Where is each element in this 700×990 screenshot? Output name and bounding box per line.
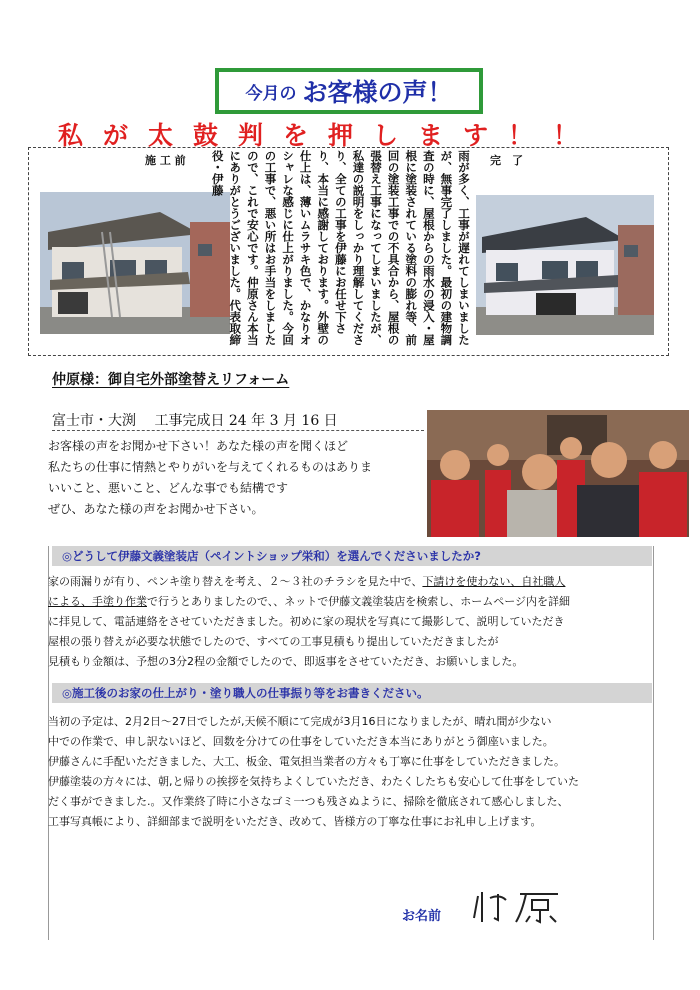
intro-line: いいこと、悪いこと、どんな事でも結構です [48, 481, 289, 495]
q1-line: 見積もり金額は、予想の3分2程の金額でしたので、即返事をさせていただき、お願いしました。 [48, 655, 524, 668]
q1-line: に拝見して、電話連絡をさせていただきました。初めに家の現状を写真にて撮影して、説明していただき [48, 615, 565, 628]
q1-line2-underline: による、手塗り作業 [48, 595, 147, 608]
divider [52, 430, 424, 431]
catchphrase: 私が太鼓判を押します！！ [58, 121, 599, 150]
signature-label: お名前 [402, 909, 442, 924]
after-label: 完 了 [490, 154, 523, 167]
handwritten-signature [470, 888, 570, 928]
q1-line: 屋根の張り替えが必要な状態でしたので、すべての工事見積もり提出していただきましたが [48, 635, 499, 648]
q2-line: 工事写真帳により、詳細部まで説明をいただき、改めて、皆様方の丁寧な仕事にお礼申し上げます。 [48, 815, 542, 828]
location-date: 富士市・大渕 工事完成日 24 年 3 月 16 日 [52, 413, 338, 429]
q2-line: 伊藤塗装の方々には、朝,と帰りの挨拶を気持ちよくしていただき、わたくしたちも安心して仕事をしていた [48, 775, 580, 788]
q1-line2-post: で行うとありましたので、、ネットで伊藤文義塗装店を検索し、ホームページ内を詳細 [147, 595, 571, 608]
staff-group-photo [427, 410, 689, 537]
q1-line1-underline: 下請けを使わない、自社職人 [422, 575, 566, 588]
q2-line: 当初の予定は、2月2日～27日でしたが,天候不順にて完成が3月16日になりましたが、晴れ間が少ない [48, 715, 552, 728]
intro-line: ぜひ、あなた様の声をお聞かせ下さい。 [48, 502, 264, 516]
project-name: 仲原様：御自宅外部塗替えリフォーム [52, 372, 290, 388]
title-box [215, 68, 483, 114]
q2-line: 伊藤さんに手配いただきました、大工、板金、電気担当業者の方々も丁寧に仕事をしていただきました。 [48, 755, 565, 768]
q1-question: ◎どうして伊藤文義塗装店（ペイントショップ栄和）を選んでくださいましたか? [52, 546, 652, 566]
q1-line1-pre: 家の雨漏りが有り、ペンキ塗り替えを考え、２～３社のチラシを見た中で、 [48, 575, 423, 588]
testimonial-text: 雨が多く、工事が遅れてしまいましたが、無事完了しました。最初の建物調査の時に、屋根からの雨水の浸入・屋根に塗装されている塗料の膨れ等、前回の塗装工事での不具合から、屋根の張替え工事になってしまいましたが、私達の説明をしっかり理解してくださり、全ての工事を伊藤にお任せ下さり、本当に感謝しております。外壁の仕上は、薄いムラサキ色で、かなりオシャレな感じに仕上がりました。今回の工事で、悪い所はお手当をしましたので、これで安心です。仲原さん本当にありがとうございました。代表取締役・伊藤 [210, 150, 471, 346]
title-prefix: 今月の [245, 83, 297, 104]
intro-line: 私たちの仕事に情熱とやりがいを与えてくれるものはありま [48, 460, 373, 474]
page-title: お客様の声！ [302, 78, 453, 107]
q2-question: ◎施工後のお家の仕上がり・塗り職人の仕事振り等をお書きください。 [52, 683, 652, 703]
intro-line: お客様の声をお聞かせ下さい！あなた様の声を聞くほど [48, 439, 349, 453]
q2-answer [48, 712, 579, 832]
q2-line: 中での作業で、申し訳ないほど、回数を分けての仕事をしていただき本当にありがとう御座いました。 [48, 735, 554, 748]
intro-message [48, 436, 428, 520]
after-house-photo [476, 195, 654, 335]
before-house-photo [40, 192, 230, 334]
q1-answer [48, 572, 570, 672]
q2-line: だく事ができました.。又作業終了時に小さなゴミ一つも残さぬように、掃除を徹底されて感心しました、 [48, 795, 569, 808]
before-label: 施 工 前 [145, 154, 186, 167]
